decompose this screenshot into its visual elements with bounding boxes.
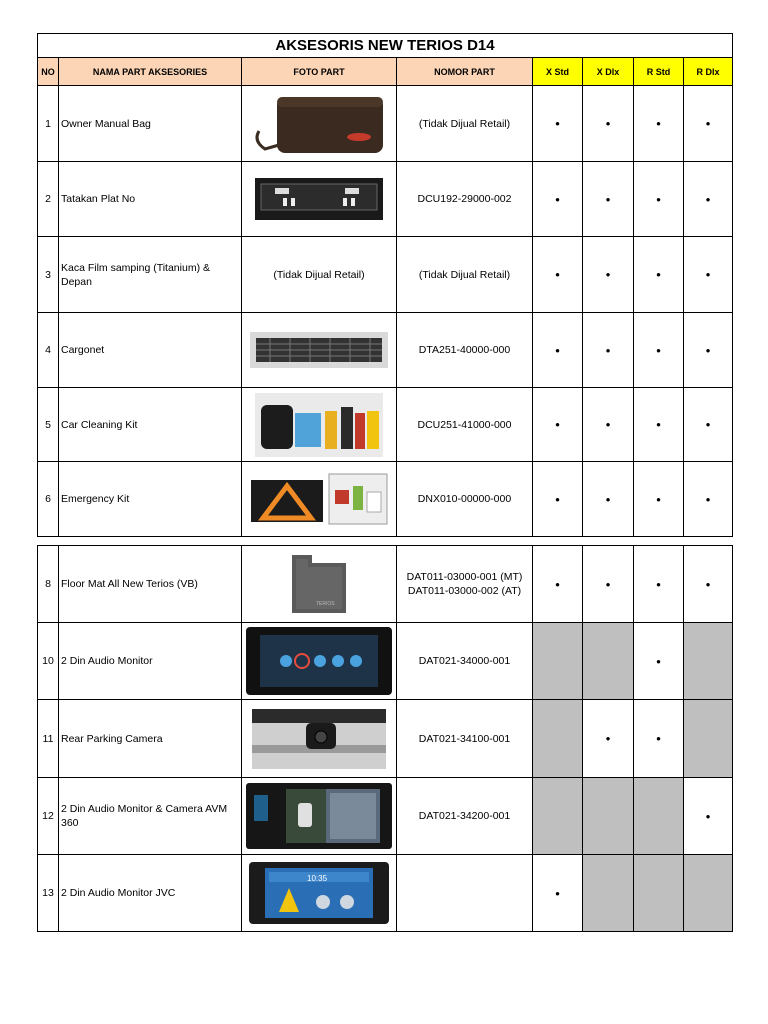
table-row bbox=[38, 162, 733, 237]
cleaning-kit-photo bbox=[242, 388, 397, 462]
r-dlx-cell: • bbox=[684, 778, 733, 855]
x-std-cell: • bbox=[533, 162, 583, 237]
row-number: 6 bbox=[38, 462, 59, 537]
r-std-cell: • bbox=[634, 86, 684, 162]
row-number: 2 bbox=[38, 162, 59, 237]
parking-camera-photo bbox=[242, 700, 397, 778]
table-row bbox=[38, 313, 733, 388]
part-name: Floor Mat All New Terios (VB) bbox=[59, 546, 242, 623]
part-name: Kaca Film samping (Titanium) & Depan bbox=[59, 237, 242, 313]
r-std-cell: • bbox=[634, 162, 684, 237]
x-dlx-cell: • bbox=[583, 388, 634, 462]
photo-text: (Tidak Dijual Retail) bbox=[242, 237, 397, 313]
r-dlx-cell bbox=[684, 623, 733, 700]
x-dlx-cell: • bbox=[583, 313, 634, 388]
r-std-cell: • bbox=[634, 388, 684, 462]
x-std-cell: • bbox=[533, 237, 583, 313]
x-std-cell: • bbox=[533, 855, 583, 932]
header-part-number: NOMOR PART bbox=[397, 58, 533, 86]
r-dlx-cell: • bbox=[684, 388, 733, 462]
x-std-cell bbox=[533, 700, 583, 778]
x-std-cell: • bbox=[533, 86, 583, 162]
x-dlx-cell: • bbox=[583, 546, 634, 623]
x-std-cell bbox=[533, 623, 583, 700]
header-x-dlx: X Dlx bbox=[583, 58, 634, 86]
table-row bbox=[38, 237, 733, 313]
x-dlx-cell: • bbox=[583, 86, 634, 162]
r-dlx-cell: • bbox=[684, 237, 733, 313]
r-std-cell: • bbox=[634, 313, 684, 388]
part-name: 2 Din Audio Monitor JVC bbox=[59, 855, 242, 932]
x-dlx-cell bbox=[583, 778, 634, 855]
r-std-cell: • bbox=[634, 700, 684, 778]
table-row bbox=[38, 700, 733, 778]
table-row bbox=[38, 462, 733, 537]
part-name: Tatakan Plat No bbox=[59, 162, 242, 237]
x-dlx-cell bbox=[583, 623, 634, 700]
header-no: NO bbox=[38, 58, 59, 86]
header-r-dlx: R Dlx bbox=[684, 58, 733, 86]
jvc-clock: 10:35 bbox=[307, 874, 328, 883]
table-title: AKSESORIS NEW TERIOS D14 bbox=[38, 34, 733, 58]
part-name: Cargonet bbox=[59, 313, 242, 388]
r-std-cell: • bbox=[634, 462, 684, 537]
x-std-cell: • bbox=[533, 462, 583, 537]
x-dlx-cell: • bbox=[583, 237, 634, 313]
x-std-cell: • bbox=[533, 546, 583, 623]
audio-monitor-photo bbox=[242, 623, 397, 700]
r-dlx-cell: • bbox=[684, 546, 733, 623]
accessories-table-top bbox=[37, 33, 733, 537]
row-number: 3 bbox=[38, 237, 59, 313]
row-number: 5 bbox=[38, 388, 59, 462]
header-x-std: X Std bbox=[533, 58, 583, 86]
table-row bbox=[38, 623, 733, 700]
r-dlx-cell bbox=[684, 700, 733, 778]
x-std-cell: • bbox=[533, 313, 583, 388]
row-number: 12 bbox=[38, 778, 59, 855]
part-number bbox=[397, 855, 533, 932]
floor-mat-photo bbox=[242, 546, 397, 623]
part-name: Rear Parking Camera bbox=[59, 700, 242, 778]
row-number: 11 bbox=[38, 700, 59, 778]
header-photo: FOTO PART bbox=[242, 58, 397, 86]
r-dlx-cell: • bbox=[684, 86, 733, 162]
r-dlx-cell: • bbox=[684, 462, 733, 537]
header-r-std: R Std bbox=[634, 58, 684, 86]
part-number: DAT021-34200-001 bbox=[397, 778, 533, 855]
x-dlx-cell: • bbox=[583, 700, 634, 778]
manual-bag-photo bbox=[242, 86, 397, 162]
avm-monitor-photo bbox=[242, 778, 397, 855]
part-number-at: DAT011-03000-002 (AT) bbox=[407, 585, 522, 597]
row-number: 10 bbox=[38, 623, 59, 700]
r-dlx-cell bbox=[684, 855, 733, 932]
jvc-monitor-photo bbox=[242, 855, 397, 932]
row-number: 8 bbox=[38, 546, 59, 623]
emergency-kit-photo bbox=[242, 462, 397, 537]
cargonet-photo bbox=[242, 313, 397, 388]
part-number: DAT021-34100-001 bbox=[397, 700, 533, 778]
accessories-table-bottom bbox=[37, 545, 733, 932]
part-number: (Tidak Dijual Retail) bbox=[397, 237, 533, 313]
part-name: 2 Din Audio Monitor & Camera AVM 360 bbox=[59, 778, 242, 855]
row-number: 13 bbox=[38, 855, 59, 932]
part-number: DAT021-34000-001 bbox=[397, 623, 533, 700]
table-row bbox=[38, 855, 733, 932]
x-std-cell bbox=[533, 778, 583, 855]
floor-mat-label: TERIOS bbox=[316, 601, 335, 607]
x-dlx-cell bbox=[583, 855, 634, 932]
header-name: NAMA PART AKSESORIES bbox=[59, 58, 242, 86]
x-std-cell: • bbox=[533, 388, 583, 462]
r-dlx-cell: • bbox=[684, 313, 733, 388]
table-row bbox=[38, 778, 733, 855]
r-std-cell: • bbox=[634, 237, 684, 313]
table-row bbox=[38, 388, 733, 462]
x-dlx-cell: • bbox=[583, 162, 634, 237]
header-row bbox=[38, 58, 733, 86]
part-name: Car Cleaning Kit bbox=[59, 388, 242, 462]
part-number: DTA251-40000-000 bbox=[397, 313, 533, 388]
part-number: DCU192-29000-002 bbox=[397, 162, 533, 237]
r-std-cell: • bbox=[634, 623, 684, 700]
part-number: DNX010-00000-000 bbox=[397, 462, 533, 537]
table-row bbox=[38, 546, 733, 623]
r-std-cell bbox=[634, 855, 684, 932]
plate-holder-photo bbox=[242, 162, 397, 237]
part-number-mt: DAT011-03000-001 (MT) bbox=[406, 571, 523, 583]
part-number: DCU251-41000-000 bbox=[397, 388, 533, 462]
r-std-cell: • bbox=[634, 546, 684, 623]
table-row bbox=[38, 86, 733, 162]
part-number bbox=[397, 546, 533, 623]
r-std-cell bbox=[634, 778, 684, 855]
part-name: Owner Manual Bag bbox=[59, 86, 242, 162]
row-number: 1 bbox=[38, 86, 59, 162]
part-name: Emergency Kit bbox=[59, 462, 242, 537]
x-dlx-cell: • bbox=[583, 462, 634, 537]
part-name: 2 Din Audio Monitor bbox=[59, 623, 242, 700]
row-number: 4 bbox=[38, 313, 59, 388]
r-dlx-cell: • bbox=[684, 162, 733, 237]
part-number: (Tidak Dijual Retail) bbox=[397, 86, 533, 162]
